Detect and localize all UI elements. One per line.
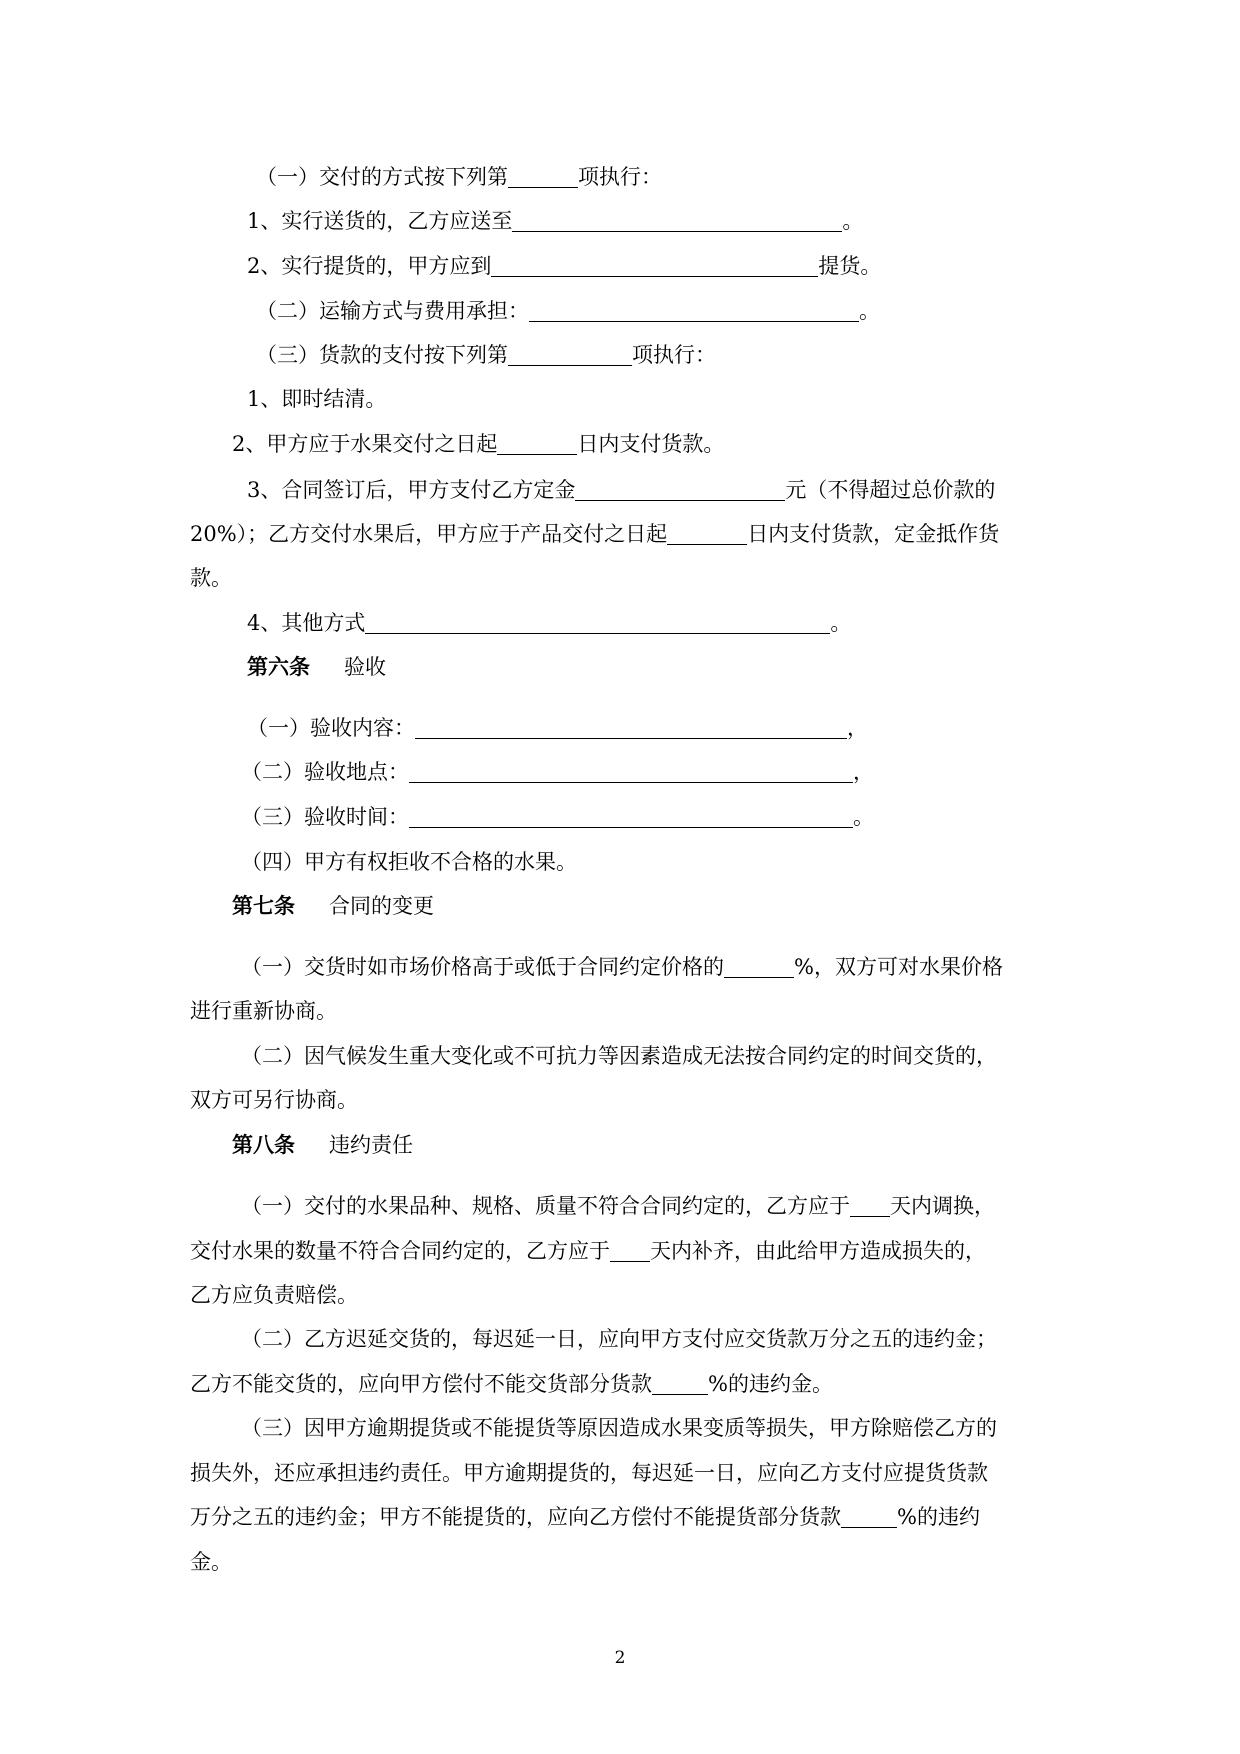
delivery-address-blank[interactable] xyxy=(512,209,842,232)
payment-option-2-text: 2、甲方应于水果交付之日起 xyxy=(232,432,498,456)
inspection-content-suffix: ， xyxy=(847,716,868,740)
payment-method-blank[interactable] xyxy=(508,343,632,366)
payment-option-3-line-2-suffix: 日内支付货款，定金抵作货 xyxy=(747,522,1000,546)
buyer-default-text: 万分之五的违约金；甲方不能提货的，应向乙方偿付不能提货部分货款 xyxy=(190,1505,841,1529)
delivery-option-1-suffix: 。 xyxy=(842,209,864,233)
quantity-text: 交付水果的数量不符合合同约定的，乙方应于 xyxy=(190,1239,610,1263)
delivery-method-line xyxy=(256,162,662,192)
quality-text: （一）交付的水果品种、规格、质量不符合合同约定的，乙方应于 xyxy=(241,1194,850,1218)
payment-option-2-line xyxy=(232,429,724,459)
inspection-location-suffix: ， xyxy=(853,760,874,784)
replenish-days-blank[interactable] xyxy=(610,1239,650,1262)
pickup-location-blank[interactable] xyxy=(491,254,818,277)
inspection-reject-line: （四）甲方有权拒收不合格的水果。 xyxy=(241,850,577,874)
delivery-option-2-text: 2、实行提货的，甲方应到 xyxy=(247,254,492,278)
delivery-option-2-line xyxy=(247,251,881,281)
article-8-para-1-line-2 xyxy=(190,1236,986,1266)
inspection-time-text: （三）验收时间： xyxy=(241,805,409,829)
buyer-penalty-percent-blank[interactable] xyxy=(841,1505,897,1528)
transport-text: （二）运输方式与费用承担： xyxy=(256,299,529,323)
inspection-content-text: （一）验收内容： xyxy=(247,716,415,740)
payment-option-4-text: 4、其他方式 xyxy=(247,611,366,635)
article-8-para-2-line-1: （二）乙方迟延交货的，每迟延一日，应向甲方支付应交货款万分之五的违约金； xyxy=(241,1327,997,1351)
inspection-time-line xyxy=(241,802,874,832)
payment-option-3-line-2-text: 20%）；乙方交付水果后，甲方应于产品交付之日起 xyxy=(190,522,668,546)
supplier-default-suffix: %的违约金。 xyxy=(708,1372,833,1396)
transport-suffix: 。 xyxy=(859,299,880,323)
payment-option-4-suffix: 。 xyxy=(830,611,852,635)
delivery-method-suffix: 项执行： xyxy=(578,165,662,189)
article-7-para-2-line-1: （二）因气候发生重大变化或不可抗力等因素造成无法按合同约定的时间交货的， xyxy=(241,1044,997,1068)
article-7-number: 第七条 xyxy=(232,894,295,918)
article-8-para-3-line-2: 损失外，还应承担违约责任。甲方逾期提货的，每迟延一日，应向乙方支付应提货货款 xyxy=(190,1461,988,1485)
price-change-suffix: %，双方可对水果价格 xyxy=(794,955,1003,979)
page-number: 2 xyxy=(614,1648,626,1668)
delivery-option-1-text: 1、实行送货的，乙方应送至 xyxy=(247,209,513,233)
payment-option-3-line-2 xyxy=(190,519,999,549)
article-7-para-1-line-1 xyxy=(241,952,1003,982)
quantity-suffix: 天内补齐，由此给甲方造成损失的， xyxy=(650,1239,986,1263)
price-change-text: （一）交货时如市场价格高于或低于合同约定价格的 xyxy=(241,955,724,979)
buyer-default-suffix: %的违约 xyxy=(897,1505,980,1529)
payment-method-line xyxy=(256,340,716,370)
article-6-number: 第六条 xyxy=(247,655,310,679)
exchange-days-blank[interactable] xyxy=(850,1194,890,1217)
article-6-heading xyxy=(247,652,386,682)
inspection-location-line xyxy=(241,757,874,787)
deposit-amount-blank[interactable] xyxy=(575,478,785,501)
transport-blank[interactable] xyxy=(529,299,859,322)
payment-method-text: （三）货款的支付按下列第 xyxy=(256,343,508,367)
payment-option-3-line-3: 款。 xyxy=(190,566,232,590)
article-8-para-2-line-2 xyxy=(190,1369,833,1399)
payment-option-1: 1、即时结清。 xyxy=(247,387,387,411)
inspection-content-blank[interactable] xyxy=(415,716,847,739)
deposit-days-blank[interactable] xyxy=(667,522,747,545)
article-8-heading xyxy=(232,1130,413,1160)
article-8-title: 违约责任 xyxy=(329,1133,413,1157)
article-7-heading xyxy=(232,891,434,921)
inspection-location-blank[interactable] xyxy=(409,760,853,783)
article-7-para-1-line-2: 进行重新协商。 xyxy=(190,999,337,1023)
price-change-percent-blank[interactable] xyxy=(724,955,794,978)
article-7-para-2-line-2: 双方可另行协商。 xyxy=(190,1088,358,1112)
payment-option-3-line-1 xyxy=(247,475,995,505)
article-8-para-3-line-3 xyxy=(190,1502,980,1532)
delivery-option-1-line xyxy=(247,206,863,236)
delivery-method-text: （一）交付的方式按下列第 xyxy=(256,165,508,189)
other-payment-blank[interactable] xyxy=(365,611,830,634)
supplier-penalty-percent-blank[interactable] xyxy=(652,1372,708,1395)
payment-days-blank[interactable] xyxy=(497,432,577,455)
article-8-number: 第八条 xyxy=(232,1133,295,1157)
article-6-title: 验收 xyxy=(344,655,386,679)
article-8-para-1-line-3: 乙方应负责赔偿。 xyxy=(190,1283,358,1307)
delivery-option-2-suffix: 提货。 xyxy=(818,254,882,278)
inspection-location-text: （二）验收地点： xyxy=(241,760,409,784)
article-7-title: 合同的变更 xyxy=(329,894,434,918)
inspection-time-suffix: 。 xyxy=(853,805,874,829)
payment-option-2-suffix: 日内支付货款。 xyxy=(577,432,725,456)
payment-option-4-line xyxy=(247,608,851,638)
payment-option-3-suffix: 元（不得超过总价款的 xyxy=(785,478,996,502)
supplier-default-text: 乙方不能交货的，应向甲方偿付不能交货部分货款 xyxy=(190,1372,652,1396)
payment-option-3-text: 3、合同签订后，甲方支付乙方定金 xyxy=(247,478,576,502)
quality-suffix: 天内调换， xyxy=(890,1194,995,1218)
inspection-time-blank[interactable] xyxy=(409,805,853,828)
article-8-para-3-line-4: 金。 xyxy=(190,1550,232,1574)
inspection-content-line xyxy=(247,713,868,743)
article-8-para-1-line-1 xyxy=(241,1191,995,1221)
delivery-method-blank[interactable] xyxy=(508,165,578,188)
article-8-para-3-line-1: （三）因甲方逾期提货或不能提货等原因造成水果变质等损失，甲方除赔偿乙方的 xyxy=(241,1416,997,1440)
payment-method-suffix: 项执行： xyxy=(632,343,716,367)
transport-line xyxy=(256,296,880,326)
